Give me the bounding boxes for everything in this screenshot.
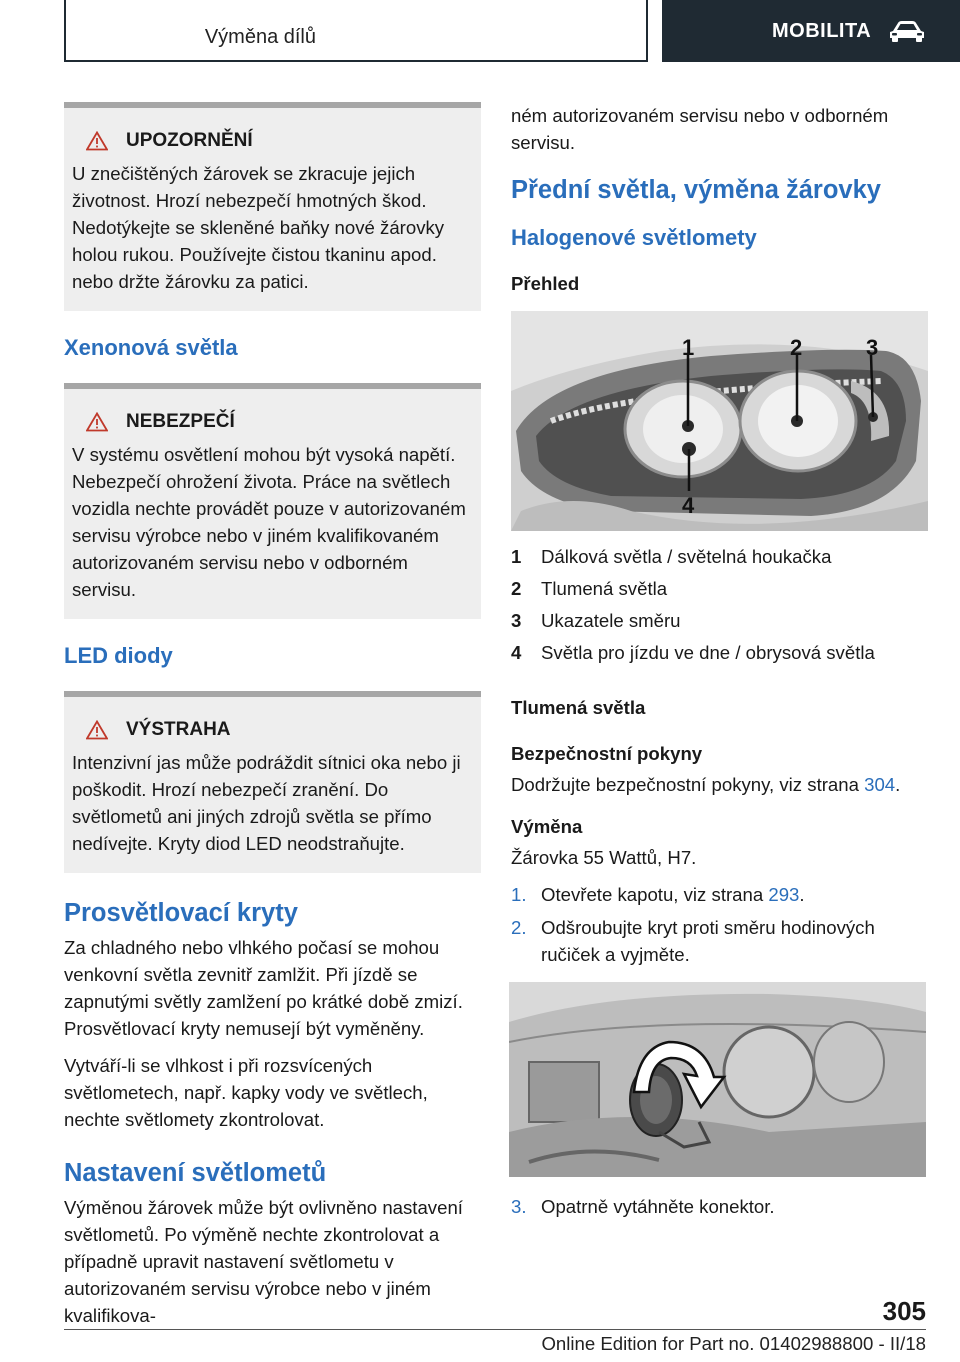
warning-text: V systému osvětlení mohou být vysoká napětí. Nebezpečí ohrožení života. Práce na světlech vozidla nechte provádět pouze v autorizovaném servisu výrobce nebo v jiném kvalifikovaném autorizovaném servisu nebo v odborném servisu. (72, 444, 466, 600)
footer-divider (64, 1329, 926, 1330)
figure-label: 2 (790, 335, 803, 360)
warning-triangle-icon (86, 720, 108, 740)
warning-triangle-icon (86, 131, 108, 151)
legend (511, 541, 928, 669)
heading-halogen: Halogenové světlomety (511, 225, 757, 250)
footer-edition: Online Edition for Part no. 01402988800 - II/18 (541, 1333, 926, 1354)
paragraph-continued: ném autorizovaném servisu nebo v odborném servisu. (511, 105, 889, 153)
heading-covers: Prosvětlovací kryty (64, 899, 298, 927)
figure-label: 3 (866, 335, 879, 360)
heading-replacement: Výměna (511, 816, 583, 837)
warning-title: UPOZORNĚNÍ (126, 130, 253, 151)
legend-item: 3 Ukazatele směru (511, 610, 681, 631)
headlight-figure (511, 311, 928, 531)
paragraph: Vytváří-li se vlhkost i při rozsvícených světlometech, např. kapky vody ve světlech, nechte světlomety zkontrolovat. (64, 1055, 428, 1130)
car-icon (887, 19, 927, 43)
warning-box-caution (64, 102, 481, 311)
warning-triangle-icon (86, 412, 108, 432)
bulb-spec: Žárovka 55 Wattů, H7. (511, 847, 697, 868)
warning-title: NEBEZPEČÍ (126, 411, 235, 432)
header-frame (64, 0, 648, 62)
heading-front-lights: Přední světla, výměna žárovky (511, 176, 881, 204)
heading-low-beam: Tlumená světla (511, 697, 646, 718)
warning-head (86, 411, 473, 433)
heading-led: LED diody (64, 643, 173, 668)
paragraph: Za chladného nebo vlhkého počasí se mohou venkovní světla zevnitř zamlžit. Při jízdě se zapnutými světly zamlžení po krátké době zmizí. Prosvětlovací kryty nemusejí být vyměněny. (64, 937, 463, 1039)
chapter-tab[interactable] (662, 0, 960, 62)
right-column (511, 102, 928, 1226)
heading-xenon: Xenonová světla (64, 335, 238, 360)
page-number: 305 (882, 1296, 926, 1326)
figure-label: 1 (682, 335, 695, 360)
warning-text: Intenzivní jas může podráždit sítnici oka nebo ji poškodit. Hrozí nebezpečí zranění. Do světlometů ani jiných zdrojů světla se přímo nedívejte. Kryty diod LED neodstraňujte. (72, 752, 461, 854)
heading-overview: Přehled (511, 273, 580, 294)
heading-safety: Bezpečnostní pokyny (511, 743, 703, 764)
page-link[interactable]: 293 (768, 884, 800, 905)
warning-box-danger (64, 383, 481, 619)
paragraph: Výměnou žárovek může být ovlivněno nastavení světlometů. Po výměně nechte zkontrolovat a případně upravit nastavení světlometu v autorizovaném servisu výrobce nebo v jiném kvalifikova- (64, 1197, 463, 1326)
warning-text: U znečištěných žárovek se zkracuje jejich životnost. Hrozí nebezpečí hmotných škod. Nedotýkejte se skleněné baňky nové žárovky holou rukou. Používejte čistou tkaninu apod. nebo držte žárovku za patici. (72, 163, 445, 292)
chapter-tab-label: MOBILITA (772, 19, 872, 42)
left-column (64, 102, 481, 1339)
warning-head (86, 130, 473, 152)
page-link[interactable]: 304 (864, 774, 896, 795)
step-item: 1. Otevřete kapotu, viz strana 293. (511, 884, 805, 905)
legend-item: 4 Světla pro jízdu ve dne / obrysová světla (511, 642, 875, 663)
warning-title: VÝSTRAHA (126, 719, 231, 740)
legend-item: 2 Tlumená světla (511, 578, 668, 599)
legend-item: 1 Dálková světla / světelná houkačka (511, 546, 832, 567)
step-item: 3. Opatrně vytáhněte konektor. (511, 1196, 775, 1217)
engine-bay-figure (509, 982, 926, 1177)
warning-head (86, 719, 473, 741)
safety-paragraph: Dodržujte bezpečnostní pokyny, viz strana 304. (511, 774, 901, 795)
warning-box-warning (64, 691, 481, 873)
heading-adjustment: Nastavení světlometů (64, 1159, 327, 1187)
figure-label: 4 (682, 493, 695, 518)
step-item: 2. Odšroubujte kryt proti směru hodinových ručiček a vyjměte. (511, 917, 875, 965)
section-title: Výměna dílů (204, 26, 316, 48)
